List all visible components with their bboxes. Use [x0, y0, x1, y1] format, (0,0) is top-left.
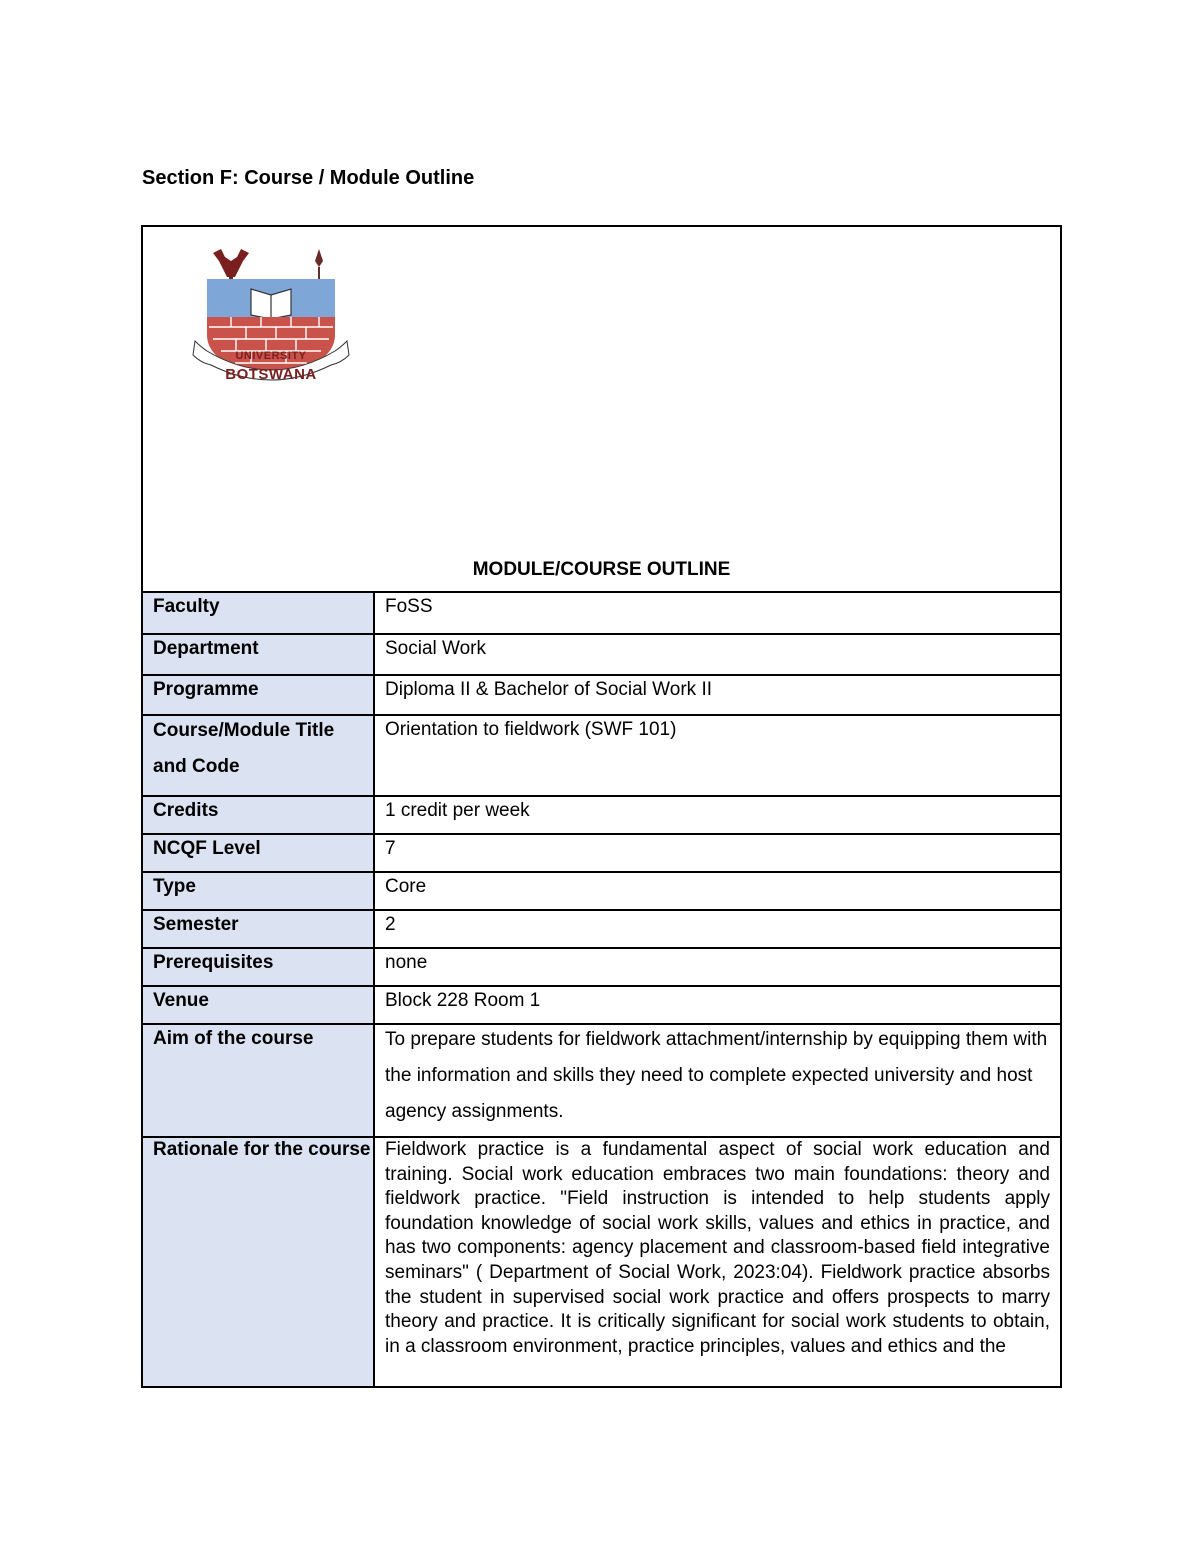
row-value-aim: [374, 1024, 1061, 1137]
table-header-cell: [142, 226, 1061, 592]
section-heading: Section F: Course / Module Outline: [142, 167, 475, 189]
row-value-semester: 2: [374, 910, 1061, 948]
row-value-credits: 1 credit per week: [374, 796, 1061, 834]
logo-university-text: UNIVERSITY: [235, 350, 307, 362]
row-value-venue: Block 228 Room 1: [374, 986, 1061, 1024]
row-label-aim: Aim of the course: [142, 1024, 374, 1137]
table-row: [142, 1024, 1061, 1137]
row-label-semester: Semester: [142, 910, 374, 948]
rationale-label-text: Rationale for the course: [153, 1139, 371, 1160]
row-label-type: Type: [142, 872, 374, 910]
table-row: [142, 948, 1061, 986]
module-outline-table: [141, 225, 1062, 1388]
outline-title: MODULE/COURSE OUTLINE: [472, 559, 731, 580]
table-row: [142, 872, 1061, 910]
row-label-venue: Venue: [142, 986, 374, 1024]
rationale-text: Fieldwork practice is a fundamental aspect of social work education and training. Social work education embraces two main foundations: theory and fieldwork practice. "Field instruction is intended to help students apply foundation knowledge of social work skills, values and ethics in practice, and has two components: agency placement and classroom-based field integrative seminars" ( Department of Social Work, 2023:04). Fieldwork practice absorbs the student in supervised social work practice and offers prospects to marry theory and practice. It is critically significant for social work students to obtain, in a classroom environment, practice principles, values and ethics and the: [385, 1139, 1050, 1357]
table-header-row: [142, 226, 1061, 592]
row-value-rationale: [374, 1137, 1061, 1387]
row-label-faculty: Faculty: [142, 592, 374, 634]
table-row: [142, 634, 1061, 675]
table-row: [142, 1137, 1061, 1387]
row-value-type: Core: [374, 872, 1061, 910]
row-label-rationale: [142, 1137, 374, 1387]
table-row: [142, 592, 1061, 634]
row-label-department: Department: [142, 634, 374, 675]
row-label-ncqf-level: NCQF Level: [142, 834, 374, 872]
row-value-programme: Diploma II & Bachelor of Social Work II: [374, 675, 1061, 715]
table-row: [142, 986, 1061, 1024]
table-row: [142, 675, 1061, 715]
row-value-course-title: Orientation to fieldwork (SWF 101): [374, 715, 1061, 796]
row-value-faculty: FoSS: [374, 592, 1061, 634]
row-label-credits: Credits: [142, 796, 374, 834]
course-title-label-text: Course/Module Title and Code: [153, 720, 335, 777]
table-row: [142, 834, 1061, 872]
row-value-ncqf-level: 7: [374, 834, 1061, 872]
row-label-programme: Programme: [142, 675, 374, 715]
logo-botswana-text: BOTSWANA: [225, 366, 317, 383]
table-row: [142, 910, 1061, 948]
row-value-department: Social Work: [374, 634, 1061, 675]
row-value-prerequisites: none: [374, 948, 1061, 986]
table-row: [142, 715, 1061, 796]
row-label-prerequisites: Prerequisites: [142, 948, 374, 986]
row-label-course-title: [142, 715, 374, 796]
table-row: [142, 796, 1061, 834]
aim-text: To prepare students for fieldwork attachment/internship by equipping them with the information and skills they need to complete expected university and host agency assignments.: [385, 1029, 1048, 1122]
